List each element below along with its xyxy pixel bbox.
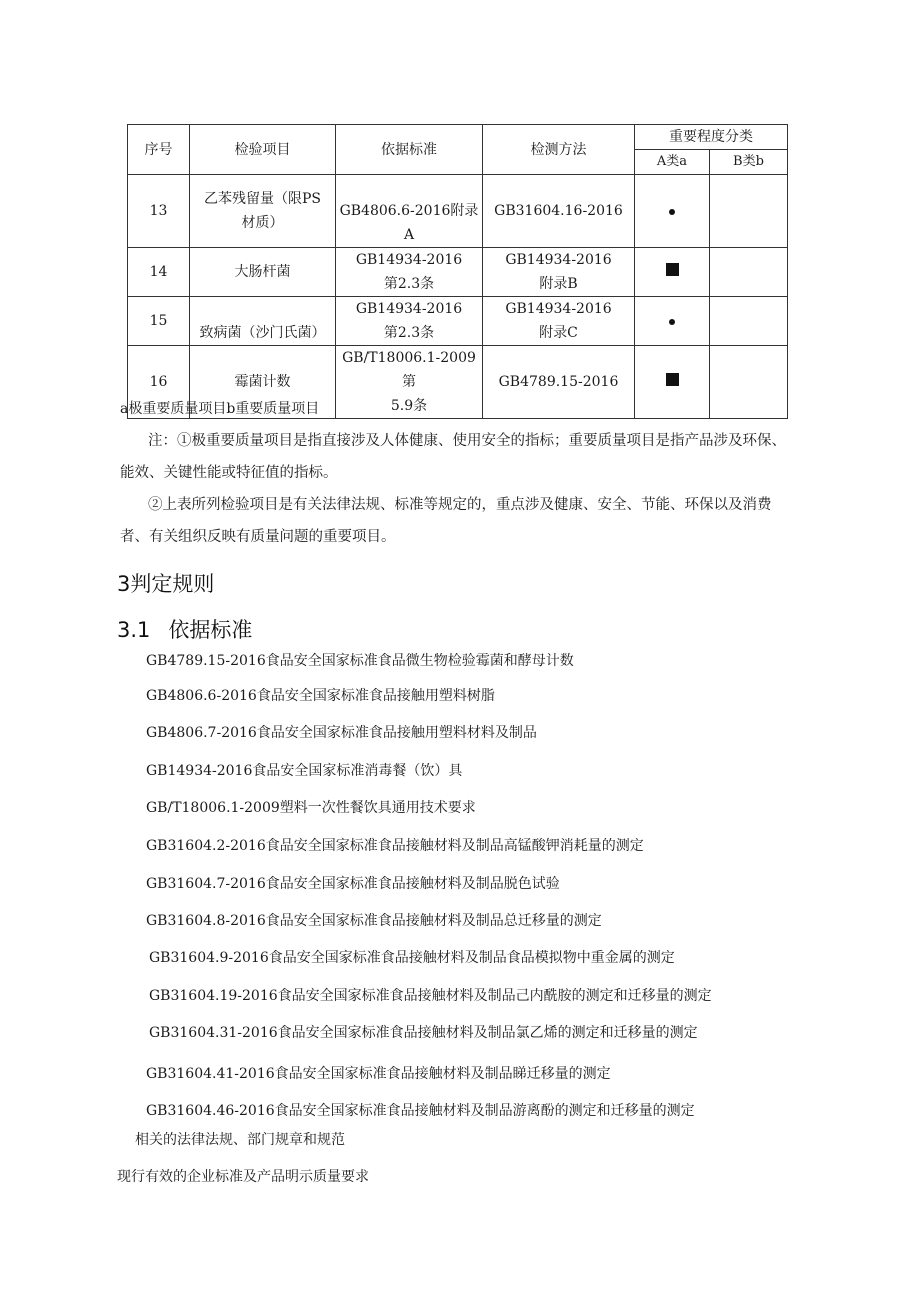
cell-standard: GB/T18006.1-2009第 5.9条 bbox=[336, 346, 483, 419]
cell-seq: 15 bbox=[128, 297, 190, 346]
cell-class-a bbox=[635, 346, 710, 419]
cell-class-b bbox=[710, 346, 788, 419]
list-item: GB31604.19-2016食品安全国家标准食品接触材料及制品己内酰胺的测定和迁移量的测定 bbox=[149, 988, 712, 1004]
cell-item: 乙苯残留量（限PS 材质） bbox=[190, 175, 336, 248]
note-paragraph-1: 注：①极重要质量项目是指直接涉及人体健康、使用安全的指标；重要质量项目是指产品涉及环保、能效、关键性能或特征值的指标。 bbox=[120, 433, 786, 481]
header-class-b: B类b bbox=[710, 150, 788, 175]
table-row bbox=[128, 297, 788, 346]
cell-class-b bbox=[710, 248, 788, 297]
section-title: 依据标准 bbox=[168, 618, 253, 642]
list-item: GB/T18006.1-2009塑料一次性餐饮具通用技术要求 bbox=[146, 800, 476, 816]
law-regulations-line: 相关的法律法规、部门规章和规范 bbox=[135, 1132, 345, 1148]
cell-standard: GB14934-2016 第2.3条 bbox=[336, 248, 483, 297]
dot-mark-icon bbox=[669, 319, 675, 325]
table-footnote: a极重要质量项目b重要质量项目 bbox=[120, 401, 320, 417]
cell-standard: GB4806.6-2016附录A bbox=[336, 175, 483, 248]
table-row bbox=[128, 175, 788, 248]
cell-class-b bbox=[710, 175, 788, 248]
section-3-heading: 3判定规则 bbox=[117, 572, 215, 596]
square-mark-icon bbox=[666, 263, 679, 276]
cell-method: GB14934-2016 附录B bbox=[483, 248, 635, 297]
list-item: GB31604.41-2016食品安全国家标准食品接触材料及制品睇迁移量的测定 bbox=[146, 1066, 611, 1082]
list-item: GB31604.8-2016食品安全国家标准食品接触材料及制品总迁移量的测定 bbox=[146, 913, 602, 929]
header-seq: 序号 bbox=[128, 125, 190, 175]
inspection-table bbox=[127, 124, 788, 419]
header-class-a: A类a bbox=[635, 150, 710, 175]
list-item: GB14934-2016食品安全国家标准消毒餐（饮）具 bbox=[146, 763, 463, 779]
cell-method: GB14934-2016 附录C bbox=[483, 297, 635, 346]
header-standard: 依据标准 bbox=[336, 125, 483, 175]
cell-seq: 14 bbox=[128, 248, 190, 297]
header-importance: 重要程度分类 bbox=[635, 125, 788, 150]
cell-class-a bbox=[635, 297, 710, 346]
cell-item: 致病菌（沙门氏菌） bbox=[190, 297, 336, 346]
list-item: GB4806.6-2016食品安全国家标准食品接触用塑料树脂 bbox=[146, 688, 495, 704]
square-mark-icon bbox=[666, 373, 679, 386]
header-item: 检验项目 bbox=[190, 125, 336, 175]
cell-item: 霉菌计数 bbox=[190, 346, 336, 419]
enterprise-standard-line: 现行有效的企业标准及产品明示质量要求 bbox=[117, 1169, 369, 1185]
section-3-1-heading bbox=[117, 614, 252, 644]
list-item: GB31604.31-2016食品安全国家标准食品接触材料及制品氯乙烯的测定和迁移量的测定 bbox=[149, 1025, 698, 1041]
dot-mark-icon bbox=[669, 209, 675, 215]
cell-method: GB4789.15-2016 bbox=[483, 346, 635, 419]
cell-class-a bbox=[635, 248, 710, 297]
cell-seq: 13 bbox=[128, 175, 190, 248]
list-item: GB31604.9-2016食品安全国家标准食品接触材料及制品食品模拟物中重金属的测定 bbox=[149, 950, 675, 966]
list-item: GB31604.2-2016食品安全国家标准食品接触材料及制品高锰酸钾消耗量的测定 bbox=[146, 838, 644, 854]
cell-method: GB31604.16-2016 bbox=[483, 175, 635, 248]
cell-class-b bbox=[710, 297, 788, 346]
section-number: 3.1 bbox=[117, 618, 151, 642]
cell-item: 大肠杆菌 bbox=[190, 248, 336, 297]
cell-seq: 16 bbox=[128, 346, 190, 419]
list-item: GB31604.46-2016食品安全国家标准食品接触材料及制品游离酚的测定和迁移量的测定 bbox=[146, 1103, 695, 1119]
list-item: GB4806.7-2016食品安全国家标准食品接触用塑料材料及制品 bbox=[146, 725, 537, 741]
list-item: GB31604.7-2016食品安全国家标准食品接触材料及制品脱色试验 bbox=[146, 876, 560, 892]
note-paragraph-2: ②上表所列检验项目是有关法律法规、标准等规定的，重点涉及健康、安全、节能、环保以及消费者、有关组织反映有质量问题的重要项目。 bbox=[120, 497, 772, 545]
table-row bbox=[128, 248, 788, 297]
cell-class-a bbox=[635, 175, 710, 248]
list-item: GB4789.15-2016食品安全国家标准食品微生物检验霉菌和酵母计数 bbox=[146, 653, 574, 669]
cell-standard: GB14934-2016 第2.3条 bbox=[336, 297, 483, 346]
header-method: 检测方法 bbox=[483, 125, 635, 175]
